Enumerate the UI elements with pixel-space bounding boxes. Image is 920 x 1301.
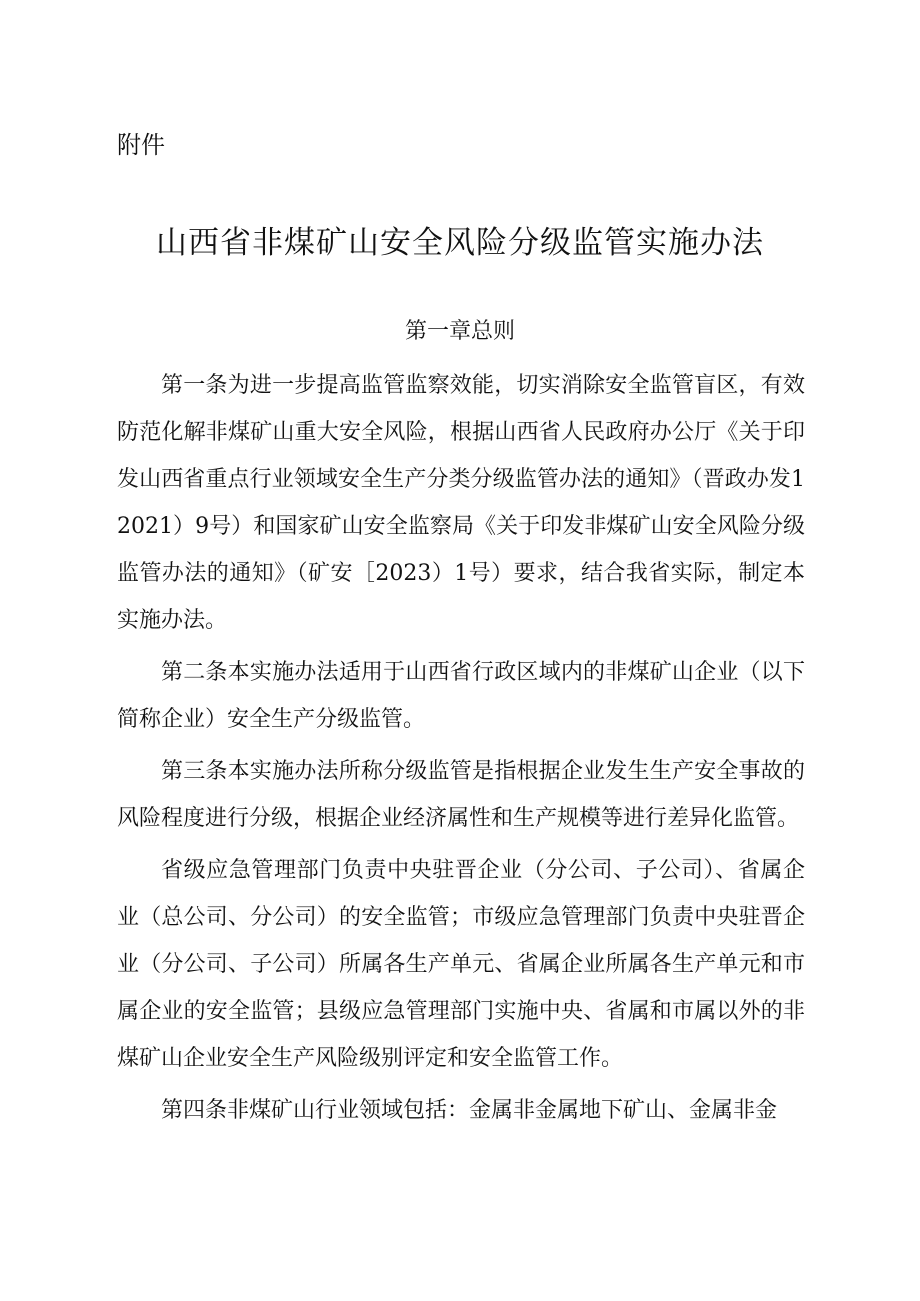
chapter-title: 第一章总则 <box>404 319 515 344</box>
document-title: 山西省非煤矿山安全风险分级监管实施办法 <box>156 225 764 261</box>
paragraph-supervision-duties: 省级应急管理部门负责中央驻晋企业（分公司、子公司）、省属企业（总公司、分公司）的安全监管；市级应急管理部门负责中央驻晋企业（分公司、子公司）所属各生产单元、省属企业所属各生产单元和市属企业的安全监管；县级应急管理部门实施中央、省属和市属以外的非煤矿山企业安全生产风险级别评定和安全监管工作。 <box>117 858 805 1071</box>
attachment-label: 附件 <box>117 131 165 159</box>
paragraph-article-1: 第一条为进一步提高监管监察效能，切实消除安全监管盲区，有效防范化解非煤矿山重大安全风险，根据山西省人民政府办公厅《关于印发山西省重点行业领域安全生产分类分级监管办法的通知》（晋政办发12021）9号）和国家矿山安全监察局《关于印发非煤矿山安全风险分级监管办法的通知》（矿安［2023）1号）要求，结合我省实际，制定本实施办法。 <box>117 373 805 633</box>
paragraph-article-2: 第二条本实施办法适用于山西省行政区域内的非煤矿山企业（以下简称企业）安全生产分级监管。 <box>117 660 805 732</box>
paragraph-article-4: 第四条非煤矿山行业领域包括：金属非金属地下矿山、金属非金 <box>161 1098 778 1123</box>
document-body <box>117 362 805 1139</box>
paragraph-article-3: 第三条本实施办法所称分级监管是指根据企业发生生产安全事故的风险程度进行分级，根据企业经济属性和生产规模等进行差异化监管。 <box>117 759 805 831</box>
